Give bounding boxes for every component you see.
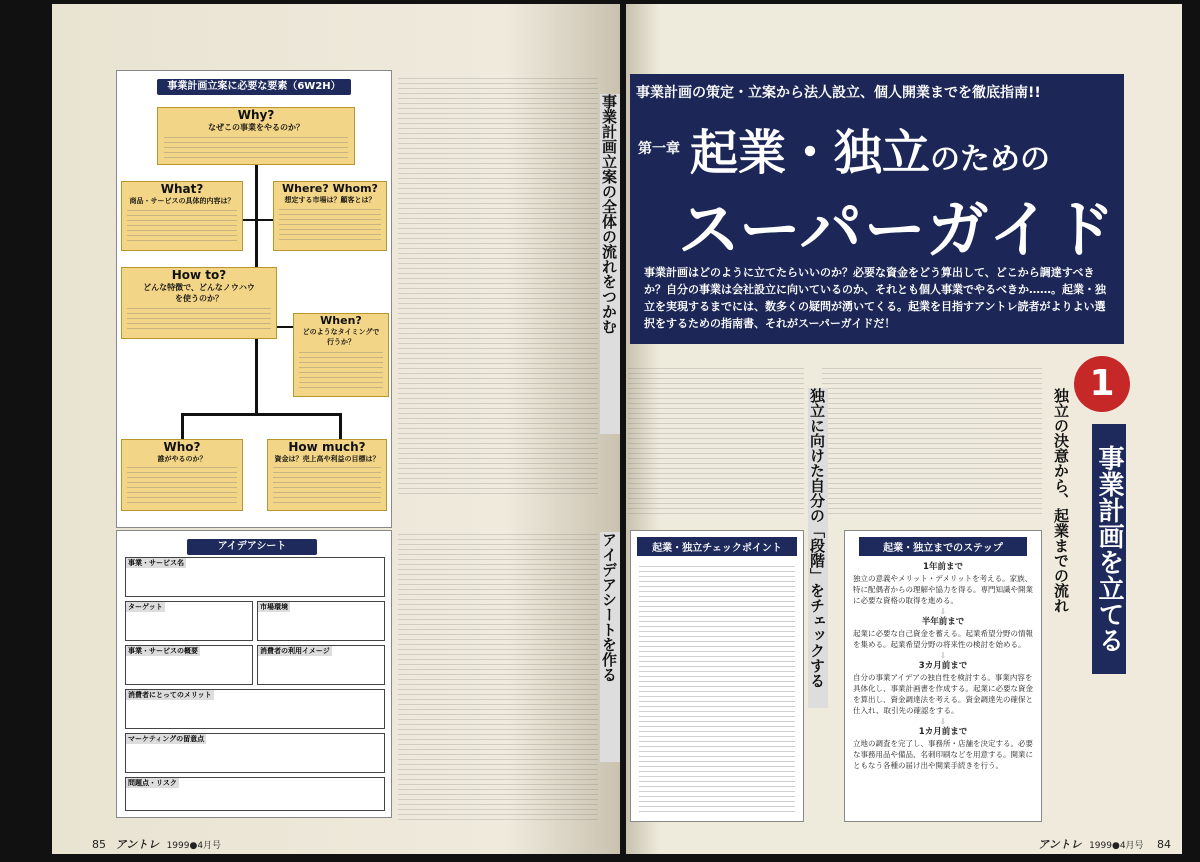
heading-stage-check: 独立に向けた自分の「段階」をチェックする	[808, 388, 828, 708]
right-page	[626, 4, 1182, 854]
banner-lead: 事業計画はどのように立てたらいいのか？必要な資金をどう算出して、どこから調達すべきか？自分の事業は会社設立に向いているのか、それとも個人事業でやるべきか……。起業・独立を実現するまでには、数多くの疑問が湧いてくる。起業を目指すアントレ読者がよりよい選択をするための指南書、それがスーパーガイドだ！	[644, 266, 1106, 330]
heading-idea-sheet: アイデアシートを作る	[600, 532, 620, 762]
idea-sheet: アイデアシート 事業・サービス名 ターゲット 市場環境 事業・サービスの概要 消費者の利用イメージ 消費者にとってのメリット マーケティングの留意点 問題点・リスク	[116, 530, 392, 818]
steps-box: 起業・独立までのステップ 1年前まで 独立の意義やメリット・デメリットを考える。家族、特に配偶者からの理解や協力を得る。専門知識や開業に必要な資格の取得を進める。 ⇩ 半年前まで 起業に必要な自己資金を蓄える。起業希望分野の情報を集める。起業希望分野の将来性の検討を始める。 ⇩ 3カ月前まで 自分の事業アイデアの独自性を検討する。事業内容を具体化し、事業計画書を作成する。起業に必要な資金を算出し、資金調達法を考える。資金調達先の確保と仕入れ、取引先の確認をする。 ⇩ 1カ月前まで 立地の調査を完了し、事務所・店舗を決定する。必要な事務用品や備品、名刺印刷などを用意する。開業にともなう各種の届け出や開業手続きを行う。	[844, 530, 1042, 822]
step-4: 1カ月前まで 立地の調査を完了し、事務所・店舗を決定する。必要な事務用品や備品、名刺印刷などを用意する。開業にともなう各種の届け出や開業手続きを行う。	[853, 727, 1033, 770]
left-page	[52, 4, 620, 854]
section-title: 事業計画を立てる	[1092, 424, 1126, 674]
checkpoint-box: 起業・独立チェックポイント	[630, 530, 804, 822]
left-footer: 85 アントレ 1999●4月号	[92, 838, 222, 851]
banner-tagline: 事業計画の策定・立案から法人設立、個人開業までを徹底指南!!	[636, 85, 1041, 101]
banner-title-big: スーパーガイド	[678, 193, 1117, 266]
section-number: 1	[1074, 356, 1130, 412]
why-box: Why? なぜこの事業をやるのか？	[157, 107, 355, 165]
howmuch-box: How much? 資金は？売上高や利益の目標は？	[267, 439, 387, 511]
who-box: Who? 誰がやるのか？	[121, 439, 243, 511]
step-3: 3カ月前まで 自分の事業アイデアの独自性を検討する。事業内容を具体化し、事業計画書を作成する。起業に必要な資金を算出し、資金調達法を考える。資金調達先の確保と仕入れ、取引先の確認をする。	[853, 661, 1033, 715]
step-1: 1年前まで 独立の意義やメリット・デメリットを考える。家族、特に配偶者からの理解や協力を得る。専門知識や開業に必要な資格の取得を進める。	[853, 562, 1033, 605]
when-box: When? どのようなタイミングで行うか？	[293, 313, 389, 397]
step-2: 半年前まで 起業に必要な自己資金を蓄える。起業希望分野の情報を集める。起業希望分野の将来性の検討を始める。	[853, 617, 1033, 649]
howto-box: How to? どんな特徴で、どんなノウハウを使うのか？	[121, 267, 277, 339]
diagram-6w2h	[116, 70, 392, 528]
section-subtitle: 独立の決意から、起業までの流れ	[1052, 388, 1070, 613]
idea-sheet-title: アイデアシート	[187, 539, 317, 555]
title-banner	[630, 74, 1124, 344]
diagram-title: 事業計画立案に必要な要素（6W2H）	[157, 79, 351, 95]
heading-flow: 事業計画立案の全体の流れをつかむ	[600, 94, 620, 434]
banner-title-main: 起業・独立のための	[690, 125, 1051, 181]
chapter-label: 第一章	[638, 141, 680, 157]
what-box: What? 商品・サービスの具体的内容は？	[121, 181, 243, 251]
right-footer: アントレ 1999●4月号 84	[1038, 838, 1172, 851]
where-box: Where? Whom? 想定する市場は？顧客とは？	[273, 181, 387, 251]
